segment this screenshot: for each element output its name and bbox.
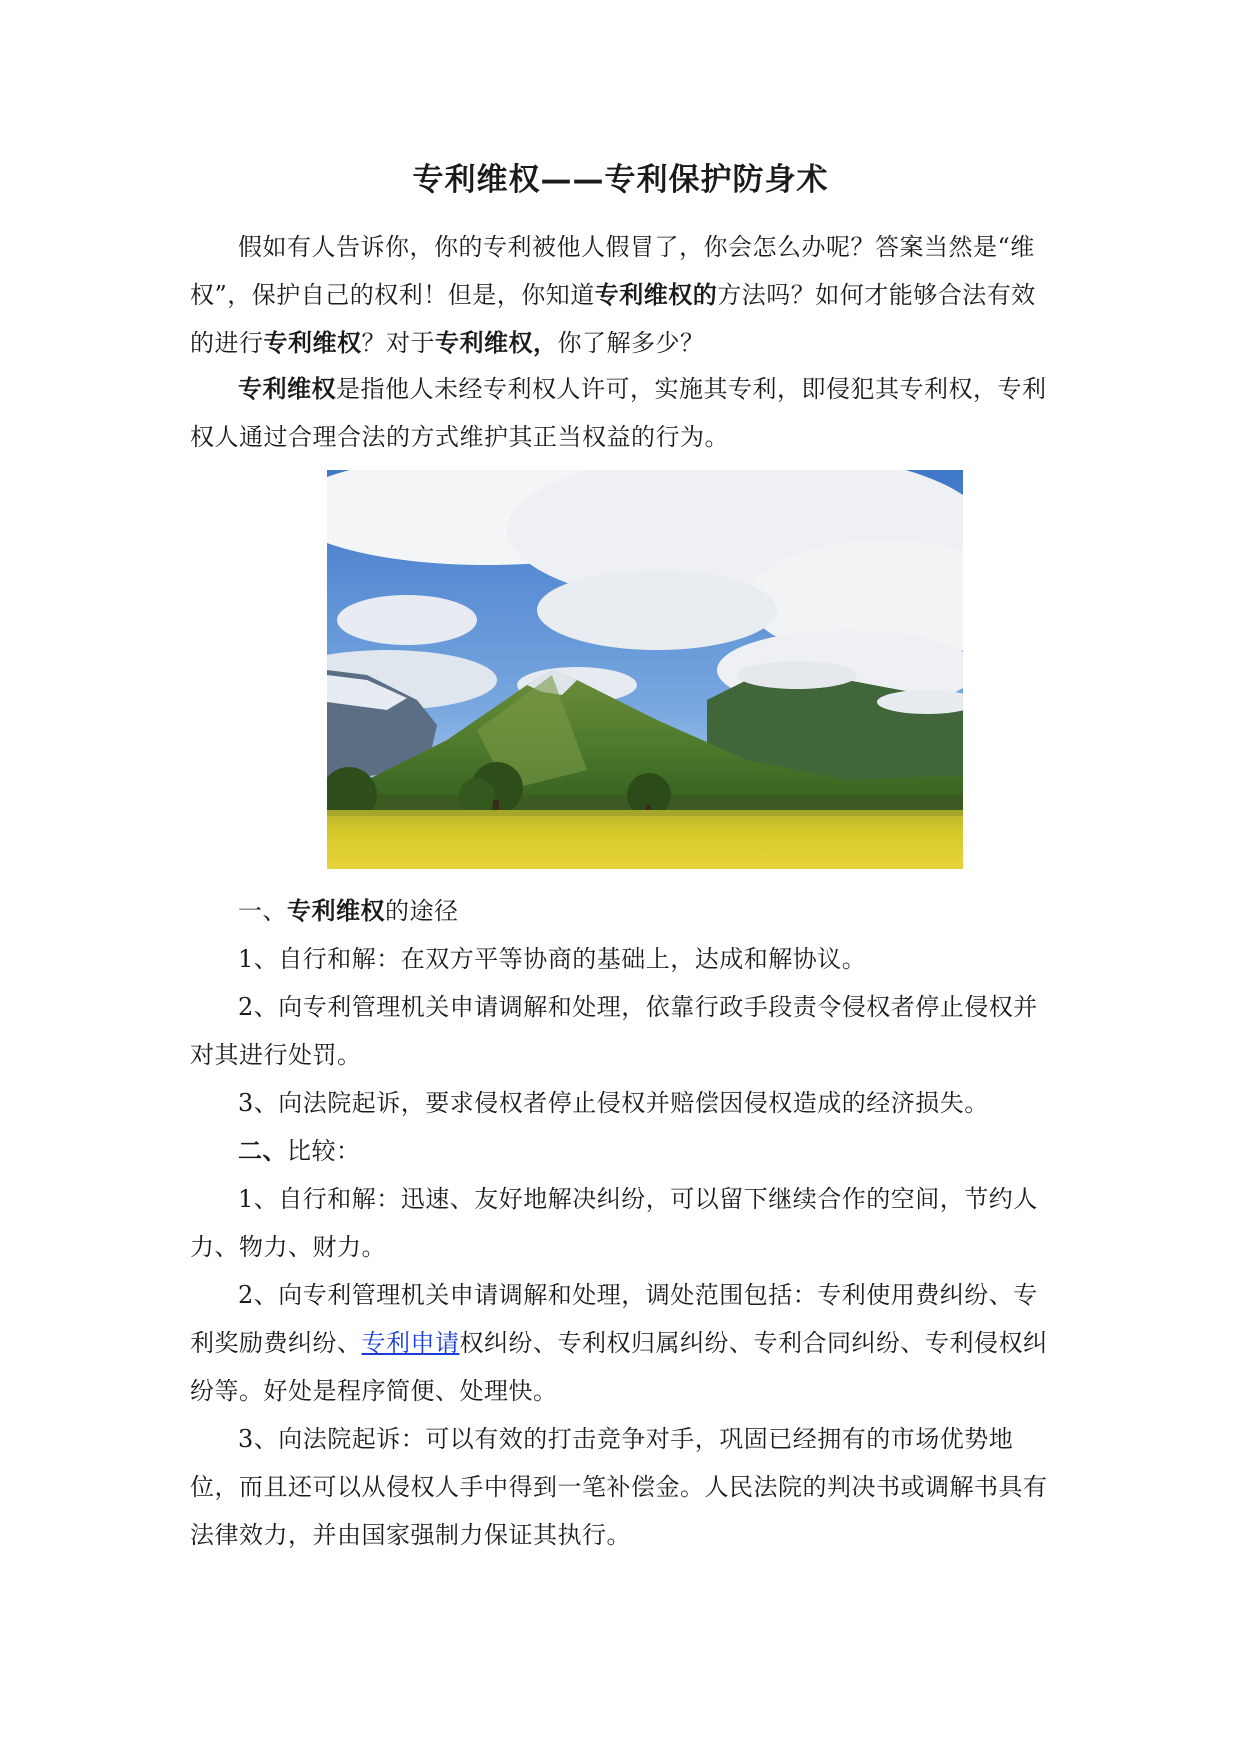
intro-text-1: 假如有人告诉你，你的专利被他人假冒了，你会怎么办呢？答案当然是“维权”，保护自己的权利！但是，你知道 (190, 233, 1035, 309)
section2-item-2 (190, 1271, 1052, 1415)
section1-item-3: 3、向法院起诉，要求侵权者停止侵权并赔偿因侵权造成的经济损失。 (238, 1089, 989, 1117)
definition-text: 是指他人未经专利权人许可，实施其专利，即侵犯其专利权，专利权人通过合理合法的方式维护其正当权益的行为。 (190, 375, 1047, 451)
section1-suffix: 的途径 (385, 897, 459, 925)
landscape-photo (327, 470, 963, 869)
section1-heading (190, 887, 1052, 935)
intro-paragraph (190, 223, 1052, 367)
section1-item-1: 1、自行和解：在双方平等协商的基础上，达成和解协议。 (238, 945, 867, 973)
intro-text-3: ？对于 (361, 329, 435, 357)
intro-bold-3: 专利维权， (435, 329, 558, 357)
section2-item-1: 1、自行和解：迅速、友好地解决纠纷，可以留下继续合作的空间，节约人力、物力、财力。 (190, 1185, 1038, 1261)
intro-text-2: 方法吗？如何才能够合法有效的进行 (190, 281, 1036, 357)
section1-item-2: 2、向专利管理机关申请调解和处理，依靠行政手段责令侵权者停止侵权并对其进行处罚。 (190, 993, 1038, 1069)
section1-bold: 专利维权 (287, 897, 385, 925)
section2-item2-before: 2、向专利管理机关申请调解和处理，调处范围包括：专利使用费纠纷、专利奖励费纠纷、 (190, 1281, 1038, 1357)
section1-prefix: 一、 (238, 897, 287, 925)
intro-bold-2: 专利维权 (263, 329, 362, 357)
document-title: 专利维权——专利保护防身术 (412, 162, 829, 198)
section2-heading (190, 1127, 1052, 1175)
section2-heading-rest: 比较： (287, 1137, 361, 1165)
section2-item-3: 3、向法院起诉：可以有效的打击竞争对手，巩固已经拥有的市场优势地位，而且还可以从侵权人手中得到一笔补偿金。人民法院的判决书或调解书具有法律效力，并由国家强制力保证其执行。 (190, 1425, 1048, 1549)
definition-bold: 专利维权 (238, 375, 336, 403)
definition-paragraph (190, 365, 1052, 461)
intro-bold-1: 专利维权的 (594, 281, 718, 309)
section2-heading-bold: 二、 (238, 1137, 287, 1165)
intro-text-4: 你了解多少？ (557, 329, 705, 357)
section2-item2-after: 权纠纷、专利权归属纠纷、专利合同纠纷、专利侵权纠纷等。好处是程序简便、处理快。 (190, 1329, 1048, 1405)
patent-application-link[interactable]: 专利申请 (361, 1329, 460, 1357)
